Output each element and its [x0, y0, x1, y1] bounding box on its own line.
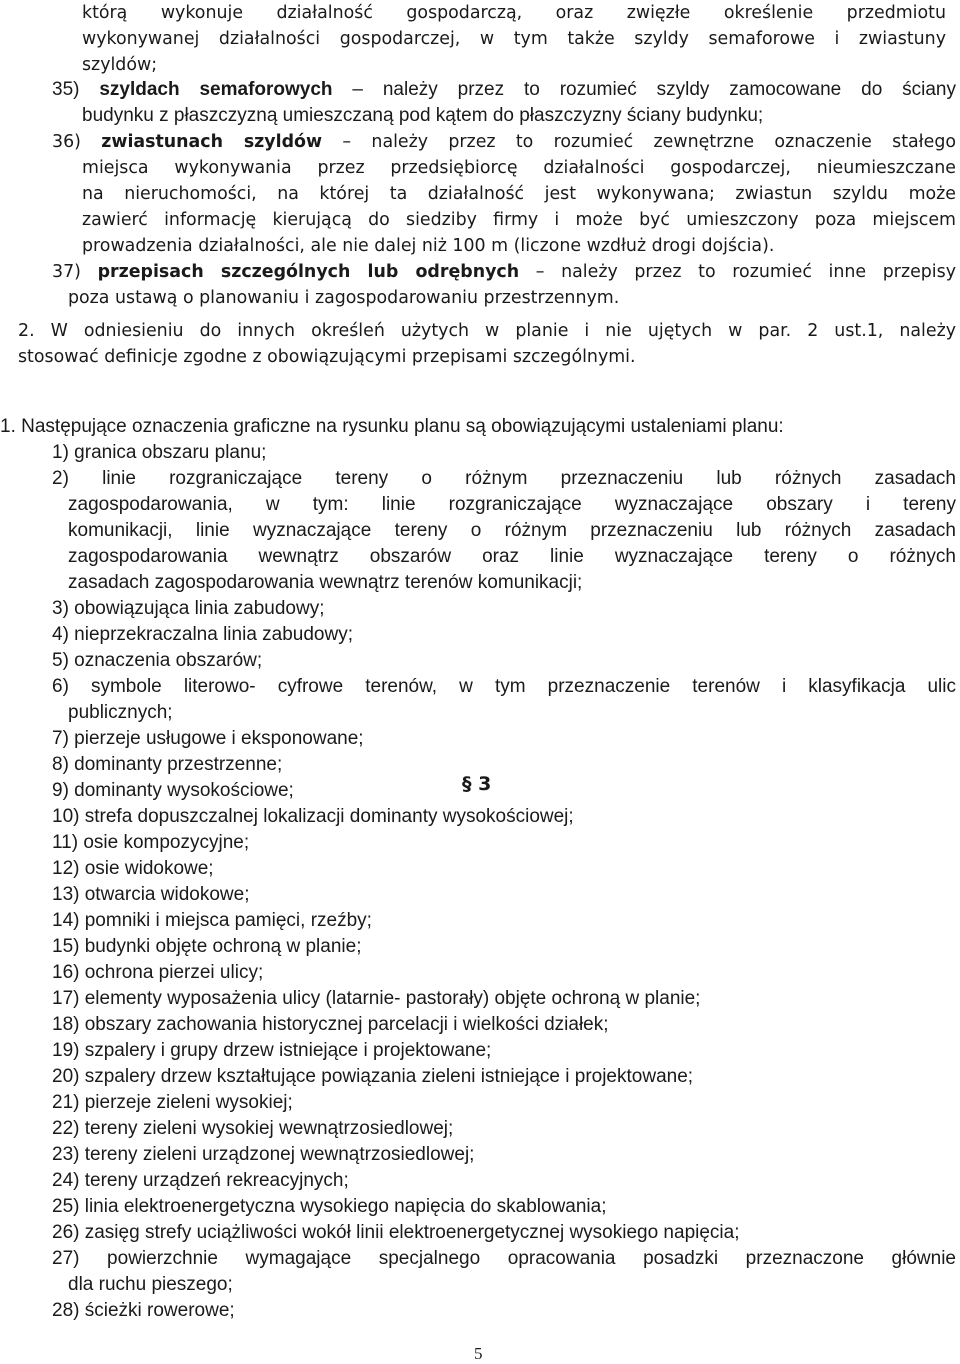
section-number: 3: [478, 773, 492, 795]
list-item: 25) linia elektroenergetyczna wysokiego napięcia do skablowania;: [52, 1196, 607, 1217]
definition-35-line-1: [52, 77, 956, 103]
definition-number: 35): [52, 79, 80, 100]
list-item: 2) linie rozgraniczające tereny o różnym przeznaczeniu lub różnych zasadach: [52, 468, 956, 489]
list-item: 28) ścieżki rowerowe;: [52, 1300, 235, 1321]
list-item: 12) osie widokowe;: [52, 858, 214, 879]
definition-36-line: na nieruchomości, na której ta działalność jest wykonywana; zwiastun szyldu może: [82, 184, 956, 204]
list-item: 7) pierzeje usługowe i eksponowane;: [52, 728, 364, 749]
definition-text: – należy przez to rozumieć zewnętrzne oznaczenie stałego: [342, 132, 957, 152]
definition-36-line: zawierć informację kierującą do siedziby firmy i może być umieszczony poza miejscem: [82, 210, 956, 230]
list-item-continuation: zagospodarowania, w tym: linie rozgraniczające wyznaczające obszary i tereny: [68, 494, 956, 515]
list-item-continuation: zagospodarowania wewnątrz obszarów oraz linie wyznaczające tereny o różnych: [68, 546, 956, 567]
definition-36-line: miejsca wykonywania przez przedsiębiorcę działalności gospodarczej, nieumieszczane: [82, 158, 956, 178]
list-item: 6) symbole literowo- cyfrowe terenów, w tym przeznaczenie terenów i klasyfikacja ulic: [52, 676, 956, 697]
list-item: 15) budynki objęte ochroną w planie;: [52, 936, 362, 957]
list-item: 9) dominanty wysokościowe;: [52, 780, 294, 801]
paragraph-2-line-1: 2. W odniesieniu do innych określeń użytych w planie i nie ujętych w par. 2 ust.1, należy: [18, 321, 956, 341]
definition-term: przepisach szczególnych lub odrębnych: [97, 262, 520, 282]
definition-text: – należy przez to rozumieć szyldy zamocowane do ściany: [352, 79, 956, 100]
list-item: 3) obowiązująca linia zabudowy;: [52, 598, 325, 619]
paragraph-2-line-2: stosować definicje zgodne z obowiązującymi przepisami szczególnymi.: [18, 347, 636, 367]
list-item: 1) granica obszaru planu;: [52, 442, 267, 463]
list-item: 11) osie kompozycyjne;: [52, 832, 250, 853]
list-item: 21) pierzeje zieleni wysokiej;: [52, 1092, 293, 1113]
definition-term: szyldach semaforowych: [99, 79, 333, 100]
list-item-continuation: publicznych;: [68, 702, 173, 723]
list-item: 5) oznaczenia obszarów;: [52, 650, 263, 671]
definition-36-line: prowadzenia działalności, ale nie dalej niż 100 m (liczone wzdłuż drogi dojścia).: [82, 236, 775, 256]
definition-36-line-1: [52, 129, 956, 155]
list-item: 26) zasięg strefy uciążliwości wokół linii elektroenergetycznej wysokiego napięcia;: [52, 1222, 740, 1243]
list-item: 17) elementy wyposażenia ulicy (latarnie- pastorały) objęte ochroną w planie;: [52, 988, 701, 1009]
definition-37-line-2: poza ustawą o planowaniu i zagospodarowaniu przestrzennym.: [68, 288, 620, 308]
list-item: 27) powierzchnie wymagające specjalnego opracowania posadzki przeznaczone głównie: [52, 1248, 956, 1269]
list-item: 24) tereny urządzeń rekreacyjnych;: [52, 1170, 349, 1191]
list-item: 8) dominanty przestrzenne;: [52, 754, 283, 775]
list-item: 10) strefa dopuszczalnej lokalizacji dominanty wysokościowej;: [52, 806, 574, 827]
list-item-continuation: komunikacji, linie wyznaczające tereny o różnym przeznaczeniu lub różnych zasadach: [68, 520, 956, 541]
list-item: 19) szpalery i grupy drzew istniejące i projektowane;: [52, 1040, 492, 1061]
page-number: 5: [474, 1344, 483, 1363]
list-item-continuation: zasadach zagospodarowania wewnątrz terenów komunikacji;: [68, 572, 583, 593]
definition-35-line-2: budynku z płaszczyzną umieszczaną pod kątem do płaszczyzny ściany budynku;: [82, 105, 764, 126]
section-symbol: §: [462, 773, 472, 795]
definition-term: zwiastunach szyldów: [101, 132, 323, 152]
definition-number: 36): [52, 132, 81, 152]
intro-line: którą wykonuje działalność gospodarczą, oraz zwięzłe określenie przedmiotu: [82, 3, 946, 23]
list-item: 18) obszary zachowania historycznej parcelacji i wielkości działek;: [52, 1014, 609, 1035]
definition-text: – należy przez to rozumieć inne przepisy: [535, 262, 956, 282]
list-item: 23) tereny zieleni urządzonej wewnątrzosiedlowej;: [52, 1144, 475, 1165]
list-item: 13) otwarcia widokowe;: [52, 884, 250, 905]
section-heading: [462, 771, 491, 797]
list-item: 14) pomniki i miejsca pamięci, rzeźby;: [52, 910, 372, 931]
intro-line: szyldów;: [82, 55, 158, 75]
definition-37-line-1: [52, 259, 956, 285]
list-item: 20) szpalery drzew kształtujące powiązania zieleni istniejące i projektowane;: [52, 1066, 694, 1087]
list-item: 16) ochrona pierzei ulicy;: [52, 962, 264, 983]
list-item: 4) nieprzekraczalna linia zabudowy;: [52, 624, 353, 645]
intro-line: wykonywanej działalności gospodarczej, w tym także szyldy semaforowe i zwiastuny: [82, 29, 946, 49]
definition-number: 37): [52, 262, 81, 282]
point-1-header: 1. Następujące oznaczenia graficzne na rysunku planu są obowiązującymi ustaleniami planu:: [0, 416, 784, 437]
list-item: 22) tereny zieleni wysokiej wewnątrzosiedlowej;: [52, 1118, 454, 1139]
list-item-continuation: dla ruchu pieszego;: [68, 1274, 233, 1295]
